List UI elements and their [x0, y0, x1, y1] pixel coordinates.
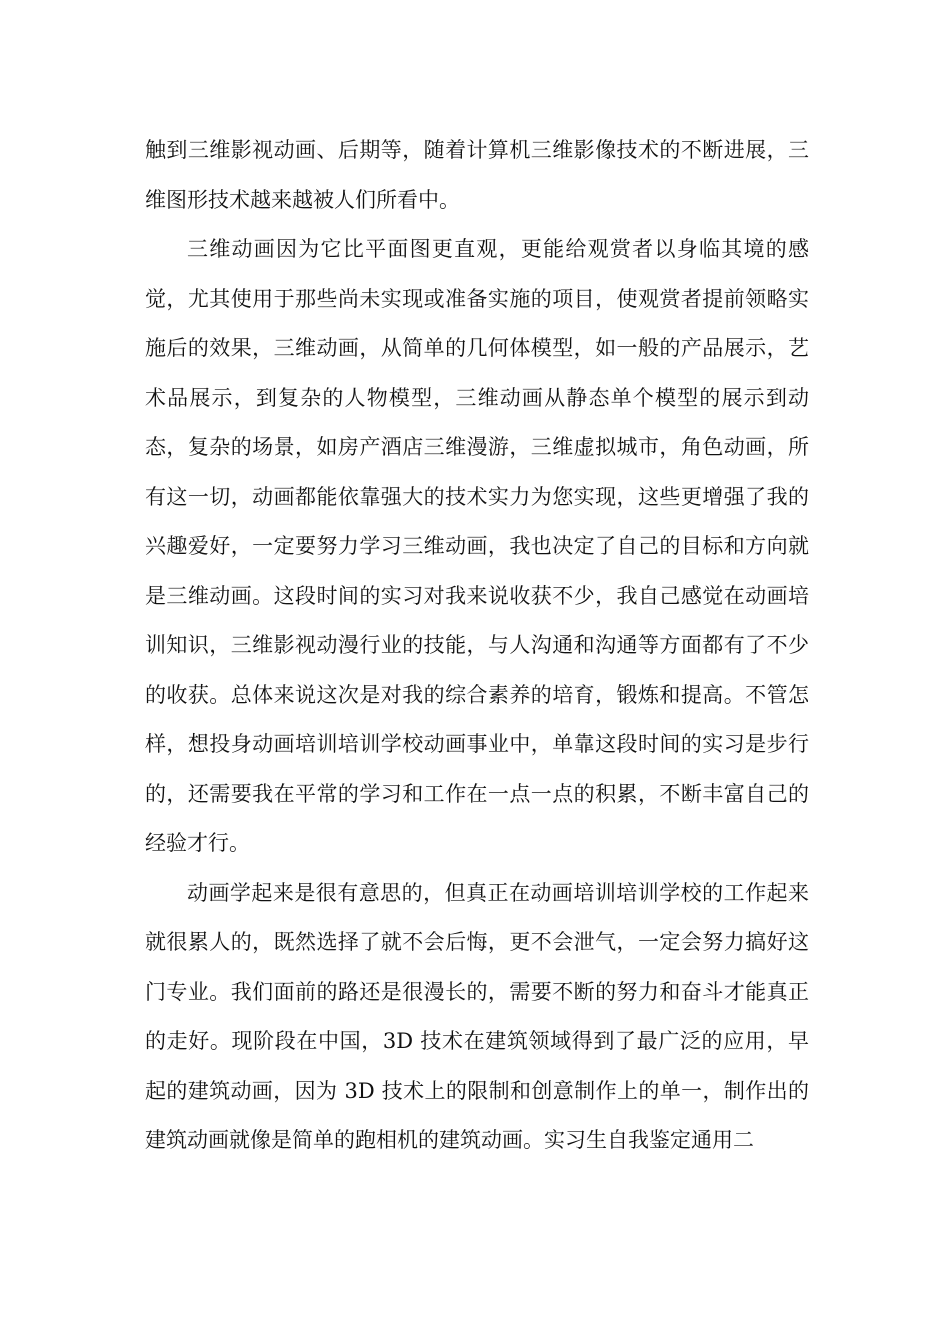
paragraph-3: 动画学起来是很有意思的，但真正在动画培训培训学校的工作起来就很累人的，既然选择了就不会后悔，更不会泄气，一定会努力搞好这门专业。我们面前的路还是很漫长的，需要不断的努力和奋斗才能真正的走好。现阶段在中国，3D 技术在建筑领域得到了最广泛的应用，早起的建筑动画，因为 3D 技术上的限制和创意制作上的单一，制作出的建筑动画就像是简单的跑相机的建筑动画。实习生自我鉴定通用二 — [145, 880, 809, 1152]
paragraph-2: 三维动画因为它比平面图更直观，更能给观赏者以身临其境的感觉，尤其使用于那些尚未实现或准备实施的项目，使观赏者提前领略实施后的效果，三维动画，从简单的几何体模型，如一般的产品展示，艺术品展示，到复杂的人物模型，三维动画从静态单个模型的展示到动态，复杂的场景，如房产酒店三维漫游，三维虚拟城市，角色动画，所有这一切，动画都能依靠强大的技术实力为您实现，这些更增强了我的兴趣爱好，一定要努力学习三维动画，我也决定了自己的目标和方向就是三维动画。这段时间的实习对我来说收获不少，我自己感觉在动画培训知识，三维影视动漫行业的技能，与人沟通和沟通等方面都有了不少的收获。总体来说这次是对我的综合素养的培育，锻炼和提高。不管怎样，想投身动画培训培训学校动画事业中，单靠这段时间的实习是步行的，还需要我在平常的学习和工作在一点一点的积累，不断丰富自己的经验才行。 — [145, 237, 809, 855]
document-body — [145, 126, 809, 1166]
paragraph-1: 触到三维影视动画、后期等，随着计算机三维影像技术的不断进展，三维图形技术越来越被人们所看中。 — [145, 138, 809, 212]
